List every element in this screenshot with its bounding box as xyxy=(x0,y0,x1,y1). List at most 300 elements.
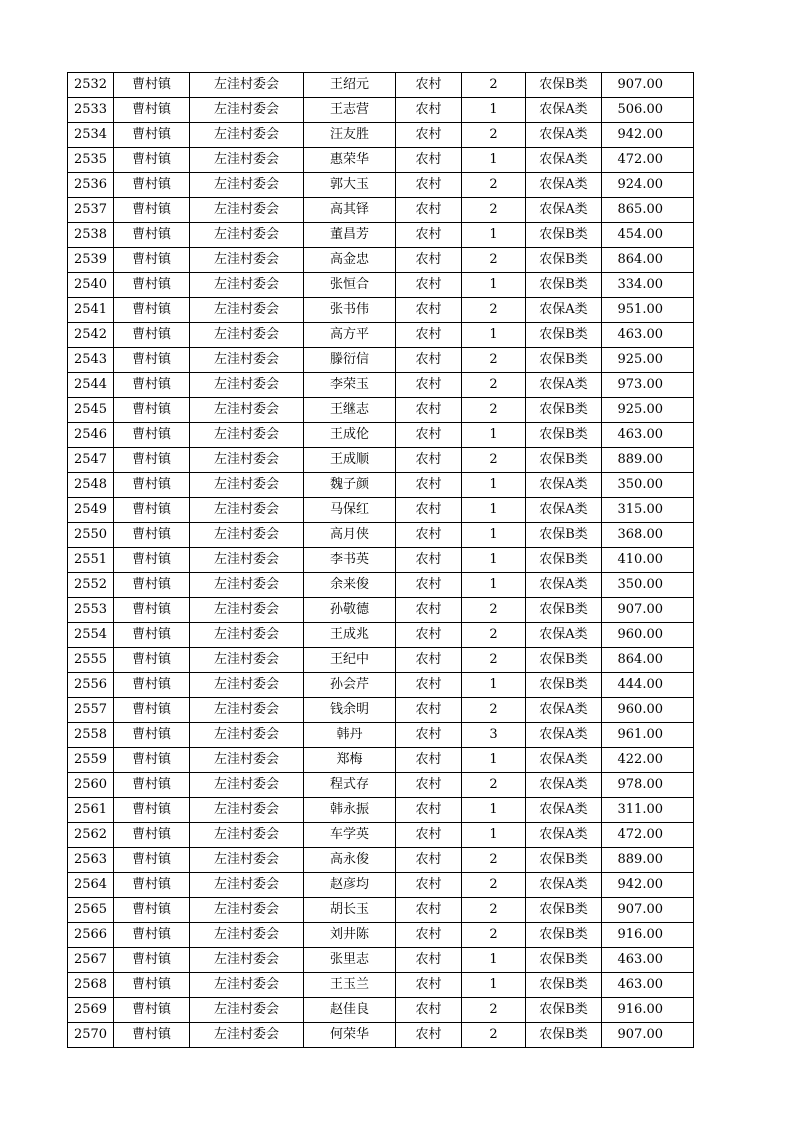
village-committee-cell: 左洼村委会 xyxy=(190,398,304,423)
village-committee-cell: 左洼村委会 xyxy=(190,623,304,648)
village-committee-cell: 左洼村委会 xyxy=(190,73,304,98)
household-count-cell: 2 xyxy=(462,623,526,648)
table-row xyxy=(68,98,694,123)
household-count-cell: 2 xyxy=(462,373,526,398)
town-cell: 曹村镇 xyxy=(114,948,190,973)
amount-cell: 973.00 xyxy=(602,373,694,398)
area-type-cell: 农村 xyxy=(396,1023,462,1048)
person-name-cell: 滕衍信 xyxy=(304,348,396,373)
person-name-cell: 郭大玉 xyxy=(304,173,396,198)
insurance-category-cell: 农保A类 xyxy=(526,173,602,198)
table-row xyxy=(68,148,694,173)
row-number-cell: 2562 xyxy=(68,823,114,848)
insurance-category-cell: 农保A类 xyxy=(526,773,602,798)
village-committee-cell: 左洼村委会 xyxy=(190,573,304,598)
amount-cell: 334.00 xyxy=(602,273,694,298)
household-count-cell: 1 xyxy=(462,798,526,823)
town-cell: 曹村镇 xyxy=(114,148,190,173)
person-name-cell: 赵佳良 xyxy=(304,998,396,1023)
table-row xyxy=(68,873,694,898)
village-committee-cell: 左洼村委会 xyxy=(190,823,304,848)
household-count-cell: 2 xyxy=(462,448,526,473)
town-cell: 曹村镇 xyxy=(114,448,190,473)
insurance-category-cell: 农保B类 xyxy=(526,1023,602,1048)
household-count-cell: 3 xyxy=(462,723,526,748)
person-name-cell: 李书英 xyxy=(304,548,396,573)
row-number-cell: 2564 xyxy=(68,873,114,898)
person-name-cell: 钱余明 xyxy=(304,698,396,723)
household-count-cell: 2 xyxy=(462,773,526,798)
insurance-category-cell: 农保B类 xyxy=(526,848,602,873)
row-number-cell: 2543 xyxy=(68,348,114,373)
row-number-cell: 2548 xyxy=(68,473,114,498)
area-type-cell: 农村 xyxy=(396,598,462,623)
area-type-cell: 农村 xyxy=(396,423,462,448)
area-type-cell: 农村 xyxy=(396,448,462,473)
household-count-cell: 2 xyxy=(462,923,526,948)
village-committee-cell: 左洼村委会 xyxy=(190,448,304,473)
household-count-cell: 2 xyxy=(462,123,526,148)
insurance-category-cell: 农保A类 xyxy=(526,198,602,223)
village-committee-cell: 左洼村委会 xyxy=(190,548,304,573)
table-row xyxy=(68,473,694,498)
table-row xyxy=(68,198,694,223)
town-cell: 曹村镇 xyxy=(114,373,190,398)
row-number-cell: 2547 xyxy=(68,448,114,473)
village-committee-cell: 左洼村委会 xyxy=(190,698,304,723)
amount-cell: 942.00 xyxy=(602,873,694,898)
amount-cell: 907.00 xyxy=(602,898,694,923)
village-committee-cell: 左洼村委会 xyxy=(190,473,304,498)
household-count-cell: 2 xyxy=(462,348,526,373)
amount-cell: 350.00 xyxy=(602,473,694,498)
town-cell: 曹村镇 xyxy=(114,473,190,498)
area-type-cell: 农村 xyxy=(396,948,462,973)
amount-cell: 368.00 xyxy=(602,523,694,548)
area-type-cell: 农村 xyxy=(396,198,462,223)
amount-cell: 422.00 xyxy=(602,748,694,773)
amount-cell: 978.00 xyxy=(602,773,694,798)
area-type-cell: 农村 xyxy=(396,73,462,98)
person-name-cell: 郑梅 xyxy=(304,748,396,773)
person-name-cell: 余来俊 xyxy=(304,573,396,598)
insurance-category-cell: 农保A类 xyxy=(526,873,602,898)
household-count-cell: 1 xyxy=(462,323,526,348)
village-committee-cell: 左洼村委会 xyxy=(190,298,304,323)
person-name-cell: 韩丹 xyxy=(304,723,396,748)
person-name-cell: 董昌芳 xyxy=(304,223,396,248)
area-type-cell: 农村 xyxy=(396,873,462,898)
person-name-cell: 刘井陈 xyxy=(304,923,396,948)
village-committee-cell: 左洼村委会 xyxy=(190,148,304,173)
insurance-category-cell: 农保B类 xyxy=(526,923,602,948)
area-type-cell: 农村 xyxy=(396,398,462,423)
town-cell: 曹村镇 xyxy=(114,573,190,598)
village-committee-cell: 左洼村委会 xyxy=(190,348,304,373)
table-row xyxy=(68,348,694,373)
household-count-cell: 1 xyxy=(462,548,526,573)
village-committee-cell: 左洼村委会 xyxy=(190,748,304,773)
table-row xyxy=(68,823,694,848)
table-row xyxy=(68,398,694,423)
table-row xyxy=(68,73,694,98)
person-name-cell: 王志营 xyxy=(304,98,396,123)
village-committee-cell: 左洼村委会 xyxy=(190,723,304,748)
area-type-cell: 农村 xyxy=(396,773,462,798)
row-number-cell: 2557 xyxy=(68,698,114,723)
table-row xyxy=(68,323,694,348)
insurance-category-cell: 农保A类 xyxy=(526,98,602,123)
town-cell: 曹村镇 xyxy=(114,498,190,523)
person-name-cell: 韩永振 xyxy=(304,798,396,823)
row-number-cell: 2540 xyxy=(68,273,114,298)
town-cell: 曹村镇 xyxy=(114,698,190,723)
town-cell: 曹村镇 xyxy=(114,223,190,248)
area-type-cell: 农村 xyxy=(396,723,462,748)
amount-cell: 410.00 xyxy=(602,548,694,573)
town-cell: 曹村镇 xyxy=(114,723,190,748)
insurance-category-cell: 农保B类 xyxy=(526,523,602,548)
row-number-cell: 2563 xyxy=(68,848,114,873)
table-row xyxy=(68,923,694,948)
household-count-cell: 2 xyxy=(462,1023,526,1048)
table-row xyxy=(68,223,694,248)
village-committee-cell: 左洼村委会 xyxy=(190,198,304,223)
insurance-category-cell: 农保B类 xyxy=(526,548,602,573)
household-count-cell: 1 xyxy=(462,273,526,298)
village-committee-cell: 左洼村委会 xyxy=(190,248,304,273)
insurance-category-cell: 农保A类 xyxy=(526,298,602,323)
row-number-cell: 2569 xyxy=(68,998,114,1023)
row-number-cell: 2558 xyxy=(68,723,114,748)
village-committee-cell: 左洼村委会 xyxy=(190,173,304,198)
insurance-category-cell: 农保A类 xyxy=(526,123,602,148)
person-name-cell: 王继志 xyxy=(304,398,396,423)
area-type-cell: 农村 xyxy=(396,748,462,773)
village-committee-cell: 左洼村委会 xyxy=(190,323,304,348)
person-name-cell: 高方平 xyxy=(304,323,396,348)
insurance-category-cell: 农保B类 xyxy=(526,73,602,98)
table-row xyxy=(68,573,694,598)
area-type-cell: 农村 xyxy=(396,148,462,173)
household-count-cell: 1 xyxy=(462,573,526,598)
area-type-cell: 农村 xyxy=(396,548,462,573)
table-row xyxy=(68,123,694,148)
insurance-category-cell: 农保B类 xyxy=(526,423,602,448)
town-cell: 曹村镇 xyxy=(114,73,190,98)
village-committee-cell: 左洼村委会 xyxy=(190,798,304,823)
amount-cell: 907.00 xyxy=(602,73,694,98)
table-row xyxy=(68,673,694,698)
household-count-cell: 1 xyxy=(462,423,526,448)
village-committee-cell: 左洼村委会 xyxy=(190,998,304,1023)
row-number-cell: 2538 xyxy=(68,223,114,248)
household-count-cell: 2 xyxy=(462,248,526,273)
household-count-cell: 2 xyxy=(462,873,526,898)
village-committee-cell: 左洼村委会 xyxy=(190,223,304,248)
town-cell: 曹村镇 xyxy=(114,173,190,198)
table-row xyxy=(68,748,694,773)
village-committee-cell: 左洼村委会 xyxy=(190,673,304,698)
area-type-cell: 农村 xyxy=(396,248,462,273)
amount-cell: 951.00 xyxy=(602,298,694,323)
area-type-cell: 农村 xyxy=(396,823,462,848)
household-count-cell: 1 xyxy=(462,498,526,523)
person-name-cell: 高金忠 xyxy=(304,248,396,273)
person-name-cell: 王成伦 xyxy=(304,423,396,448)
town-cell: 曹村镇 xyxy=(114,648,190,673)
table-row xyxy=(68,448,694,473)
insurance-category-cell: 农保A类 xyxy=(526,698,602,723)
town-cell: 曹村镇 xyxy=(114,548,190,573)
amount-cell: 454.00 xyxy=(602,223,694,248)
insurance-category-cell: 农保B类 xyxy=(526,448,602,473)
table-row xyxy=(68,723,694,748)
amount-cell: 865.00 xyxy=(602,198,694,223)
row-number-cell: 2561 xyxy=(68,798,114,823)
insurance-category-cell: 农保B类 xyxy=(526,398,602,423)
person-name-cell: 孙敬德 xyxy=(304,598,396,623)
household-count-cell: 1 xyxy=(462,973,526,998)
area-type-cell: 农村 xyxy=(396,523,462,548)
table-row xyxy=(68,373,694,398)
town-cell: 曹村镇 xyxy=(114,623,190,648)
town-cell: 曹村镇 xyxy=(114,973,190,998)
area-type-cell: 农村 xyxy=(396,698,462,723)
person-name-cell: 孙会芹 xyxy=(304,673,396,698)
amount-cell: 864.00 xyxy=(602,648,694,673)
town-cell: 曹村镇 xyxy=(114,748,190,773)
person-name-cell: 王纪中 xyxy=(304,648,396,673)
row-number-cell: 2566 xyxy=(68,923,114,948)
town-cell: 曹村镇 xyxy=(114,773,190,798)
household-count-cell: 2 xyxy=(462,298,526,323)
table-row xyxy=(68,273,694,298)
amount-cell: 916.00 xyxy=(602,998,694,1023)
amount-cell: 463.00 xyxy=(602,948,694,973)
household-count-cell: 1 xyxy=(462,523,526,548)
insurance-category-cell: 农保B类 xyxy=(526,273,602,298)
amount-cell: 925.00 xyxy=(602,348,694,373)
row-number-cell: 2565 xyxy=(68,898,114,923)
town-cell: 曹村镇 xyxy=(114,273,190,298)
row-number-cell: 2555 xyxy=(68,648,114,673)
row-number-cell: 2537 xyxy=(68,198,114,223)
amount-cell: 864.00 xyxy=(602,248,694,273)
town-cell: 曹村镇 xyxy=(114,348,190,373)
village-committee-cell: 左洼村委会 xyxy=(190,923,304,948)
village-committee-cell: 左洼村委会 xyxy=(190,1023,304,1048)
row-number-cell: 2549 xyxy=(68,498,114,523)
town-cell: 曹村镇 xyxy=(114,923,190,948)
person-name-cell: 赵彦均 xyxy=(304,873,396,898)
row-number-cell: 2541 xyxy=(68,298,114,323)
row-number-cell: 2542 xyxy=(68,323,114,348)
insurance-category-cell: 农保B类 xyxy=(526,248,602,273)
amount-cell: 925.00 xyxy=(602,398,694,423)
insurance-category-cell: 农保A类 xyxy=(526,623,602,648)
household-count-cell: 2 xyxy=(462,848,526,873)
area-type-cell: 农村 xyxy=(396,998,462,1023)
insurance-category-cell: 农保A类 xyxy=(526,798,602,823)
amount-cell: 907.00 xyxy=(602,598,694,623)
village-committee-cell: 左洼村委会 xyxy=(190,973,304,998)
person-name-cell: 胡长玉 xyxy=(304,898,396,923)
amount-cell: 889.00 xyxy=(602,448,694,473)
amount-cell: 961.00 xyxy=(602,723,694,748)
area-type-cell: 农村 xyxy=(396,323,462,348)
row-number-cell: 2559 xyxy=(68,748,114,773)
village-committee-cell: 左洼村委会 xyxy=(190,873,304,898)
household-count-cell: 2 xyxy=(462,698,526,723)
area-type-cell: 农村 xyxy=(396,223,462,248)
household-count-cell: 2 xyxy=(462,398,526,423)
village-committee-cell: 左洼村委会 xyxy=(190,523,304,548)
village-committee-cell: 左洼村委会 xyxy=(190,273,304,298)
table-row xyxy=(68,898,694,923)
row-number-cell: 2552 xyxy=(68,573,114,598)
records-table xyxy=(67,72,694,1048)
row-number-cell: 2556 xyxy=(68,673,114,698)
row-number-cell: 2533 xyxy=(68,98,114,123)
row-number-cell: 2567 xyxy=(68,948,114,973)
insurance-category-cell: 农保A类 xyxy=(526,723,602,748)
household-count-cell: 1 xyxy=(462,223,526,248)
village-committee-cell: 左洼村委会 xyxy=(190,773,304,798)
table-row xyxy=(68,548,694,573)
person-name-cell: 程式存 xyxy=(304,773,396,798)
area-type-cell: 农村 xyxy=(396,123,462,148)
table-row xyxy=(68,423,694,448)
table-row xyxy=(68,973,694,998)
household-count-cell: 1 xyxy=(462,673,526,698)
insurance-category-cell: 农保A类 xyxy=(526,148,602,173)
person-name-cell: 惠荣华 xyxy=(304,148,396,173)
village-committee-cell: 左洼村委会 xyxy=(190,848,304,873)
row-number-cell: 2568 xyxy=(68,973,114,998)
insurance-category-cell: 农保A类 xyxy=(526,473,602,498)
town-cell: 曹村镇 xyxy=(114,998,190,1023)
amount-cell: 960.00 xyxy=(602,623,694,648)
amount-cell: 463.00 xyxy=(602,423,694,448)
village-committee-cell: 左洼村委会 xyxy=(190,648,304,673)
amount-cell: 506.00 xyxy=(602,98,694,123)
insurance-category-cell: 农保A类 xyxy=(526,373,602,398)
insurance-category-cell: 农保B类 xyxy=(526,673,602,698)
village-committee-cell: 左洼村委会 xyxy=(190,123,304,148)
household-count-cell: 2 xyxy=(462,998,526,1023)
table-row xyxy=(68,598,694,623)
area-type-cell: 农村 xyxy=(396,173,462,198)
amount-cell: 311.00 xyxy=(602,798,694,823)
insurance-category-cell: 农保B类 xyxy=(526,223,602,248)
row-number-cell: 2534 xyxy=(68,123,114,148)
area-type-cell: 农村 xyxy=(396,848,462,873)
person-name-cell: 魏子颜 xyxy=(304,473,396,498)
area-type-cell: 农村 xyxy=(396,973,462,998)
amount-cell: 472.00 xyxy=(602,823,694,848)
row-number-cell: 2554 xyxy=(68,623,114,648)
household-count-cell: 2 xyxy=(462,898,526,923)
household-count-cell: 2 xyxy=(462,648,526,673)
table-row xyxy=(68,698,694,723)
person-name-cell: 王成顺 xyxy=(304,448,396,473)
person-name-cell: 李荣玉 xyxy=(304,373,396,398)
area-type-cell: 农村 xyxy=(396,923,462,948)
records-body xyxy=(68,73,694,1048)
insurance-category-cell: 农保A类 xyxy=(526,748,602,773)
area-type-cell: 农村 xyxy=(396,623,462,648)
town-cell: 曹村镇 xyxy=(114,98,190,123)
insurance-category-cell: 农保B类 xyxy=(526,973,602,998)
row-number-cell: 2570 xyxy=(68,1023,114,1048)
area-type-cell: 农村 xyxy=(396,273,462,298)
row-number-cell: 2545 xyxy=(68,398,114,423)
person-name-cell: 王绍元 xyxy=(304,73,396,98)
village-committee-cell: 左洼村委会 xyxy=(190,498,304,523)
amount-cell: 472.00 xyxy=(602,148,694,173)
town-cell: 曹村镇 xyxy=(114,323,190,348)
household-count-cell: 2 xyxy=(462,598,526,623)
insurance-category-cell: 农保B类 xyxy=(526,598,602,623)
area-type-cell: 农村 xyxy=(396,673,462,698)
amount-cell: 315.00 xyxy=(602,498,694,523)
person-name-cell: 王玉兰 xyxy=(304,973,396,998)
table-row xyxy=(68,623,694,648)
household-count-cell: 1 xyxy=(462,148,526,173)
household-count-cell: 1 xyxy=(462,473,526,498)
household-count-cell: 2 xyxy=(462,73,526,98)
row-number-cell: 2532 xyxy=(68,73,114,98)
town-cell: 曹村镇 xyxy=(114,248,190,273)
person-name-cell: 王成兆 xyxy=(304,623,396,648)
village-committee-cell: 左洼村委会 xyxy=(190,948,304,973)
table-row xyxy=(68,248,694,273)
town-cell: 曹村镇 xyxy=(114,798,190,823)
person-name-cell: 高月侠 xyxy=(304,523,396,548)
town-cell: 曹村镇 xyxy=(114,898,190,923)
table-row xyxy=(68,173,694,198)
insurance-category-cell: 农保B类 xyxy=(526,648,602,673)
town-cell: 曹村镇 xyxy=(114,398,190,423)
row-number-cell: 2544 xyxy=(68,373,114,398)
amount-cell: 463.00 xyxy=(602,323,694,348)
amount-cell: 350.00 xyxy=(602,573,694,598)
person-name-cell: 张恒合 xyxy=(304,273,396,298)
area-type-cell: 农村 xyxy=(396,498,462,523)
village-committee-cell: 左洼村委会 xyxy=(190,898,304,923)
person-name-cell: 高其铎 xyxy=(304,198,396,223)
town-cell: 曹村镇 xyxy=(114,523,190,548)
person-name-cell: 车学英 xyxy=(304,823,396,848)
amount-cell: 444.00 xyxy=(602,673,694,698)
household-count-cell: 1 xyxy=(462,748,526,773)
household-count-cell: 1 xyxy=(462,948,526,973)
insurance-category-cell: 农保B类 xyxy=(526,323,602,348)
area-type-cell: 农村 xyxy=(396,798,462,823)
household-count-cell: 2 xyxy=(462,198,526,223)
area-type-cell: 农村 xyxy=(396,573,462,598)
insurance-category-cell: 农保B类 xyxy=(526,898,602,923)
row-number-cell: 2536 xyxy=(68,173,114,198)
person-name-cell: 张里志 xyxy=(304,948,396,973)
town-cell: 曹村镇 xyxy=(114,873,190,898)
amount-cell: 463.00 xyxy=(602,973,694,998)
area-type-cell: 农村 xyxy=(396,373,462,398)
village-committee-cell: 左洼村委会 xyxy=(190,598,304,623)
person-name-cell: 马保红 xyxy=(304,498,396,523)
table-row xyxy=(68,948,694,973)
